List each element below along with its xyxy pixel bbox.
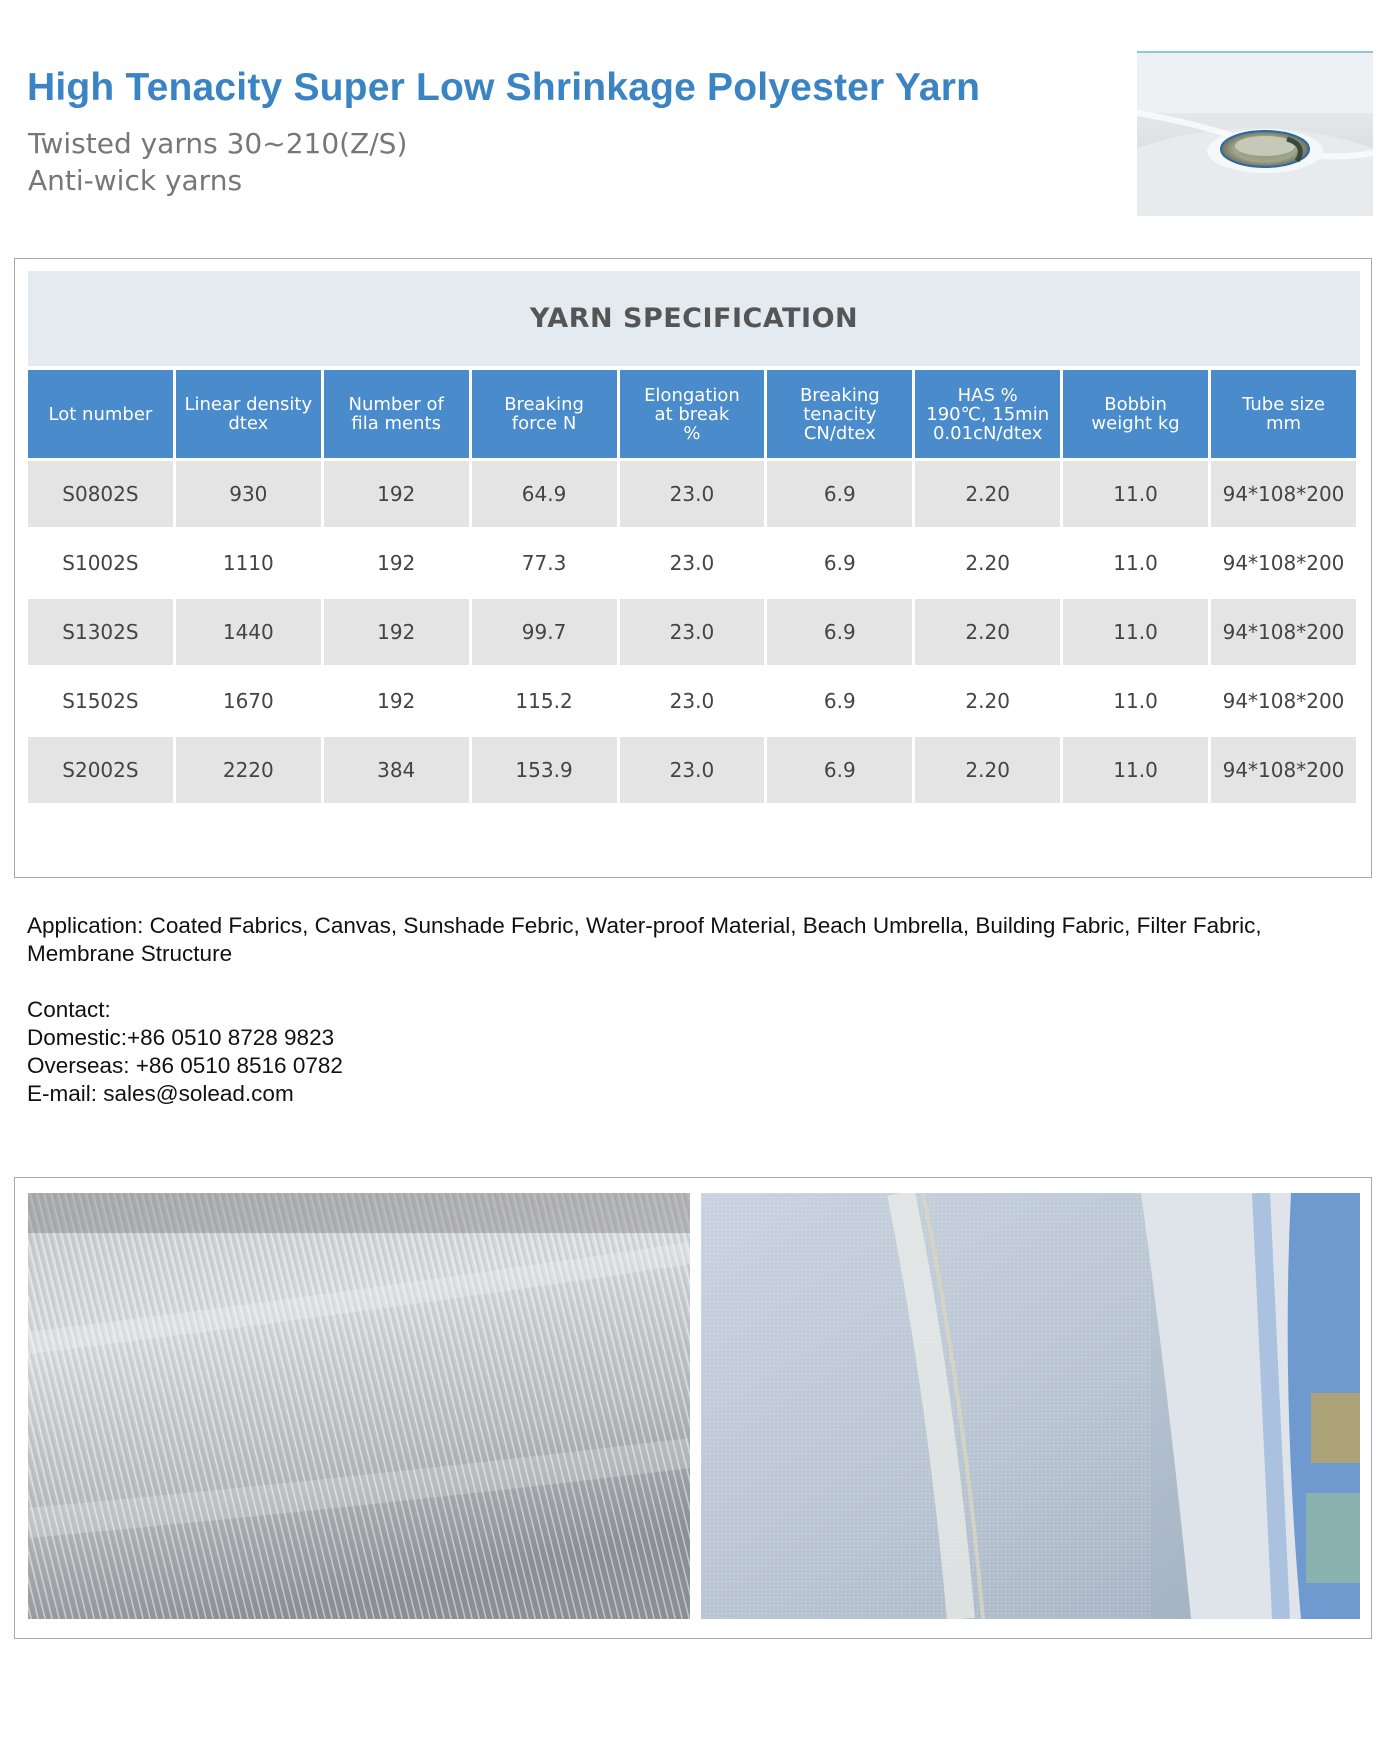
cell-elongation: 23.0 (620, 461, 765, 527)
table-row (28, 737, 1356, 803)
cell-tube-size: 94*108*200 (1211, 461, 1356, 527)
cell-breaking-force: 99.7 (472, 599, 617, 665)
col-bobbin-weight: Bobbin weight kg (1063, 370, 1208, 458)
contact-domestic: Domestic:+86 0510 8728 9823 (27, 1025, 335, 1050)
subtitle-anti-wick: Anti-wick yarns (28, 164, 243, 197)
contact-overseas: Overseas: +86 0510 8516 0782 (27, 1053, 343, 1078)
yarn-bobbin-photo (1137, 51, 1373, 216)
product-photos-panel (14, 1177, 1372, 1639)
cell-elongation: 23.0 (620, 599, 765, 665)
col-elongation: Elongation at break % (620, 370, 765, 458)
cell-elongation: 23.0 (620, 737, 765, 803)
cell-tenacity: 6.9 (767, 737, 912, 803)
cell-lot: S1502S (28, 668, 173, 734)
cell-lot: S1302S (28, 599, 173, 665)
contact-email: E-mail: sales@solead.com (27, 1081, 294, 1106)
cell-has: 2.20 (915, 530, 1060, 596)
cell-filaments: 192 (324, 668, 469, 734)
cell-filaments: 384 (324, 737, 469, 803)
cell-bobbin-weight: 11.0 (1063, 461, 1208, 527)
cell-linear-density: 1110 (176, 530, 321, 596)
cell-tenacity: 6.9 (767, 668, 912, 734)
contact-block (27, 996, 343, 1108)
col-breaking-force: Breaking force N (472, 370, 617, 458)
cell-breaking-force: 77.3 (472, 530, 617, 596)
table-row (28, 599, 1356, 665)
cell-has: 2.20 (915, 737, 1060, 803)
cell-linear-density: 1440 (176, 599, 321, 665)
cell-lot: S2002S (28, 737, 173, 803)
cell-linear-density: 2220 (176, 737, 321, 803)
cell-linear-density: 930 (176, 461, 321, 527)
cell-bobbin-weight: 11.0 (1063, 599, 1208, 665)
cell-elongation: 23.0 (620, 668, 765, 734)
cell-lot: S0802S (28, 461, 173, 527)
cell-filaments: 192 (324, 530, 469, 596)
table-row (28, 668, 1356, 734)
cell-bobbin-weight: 11.0 (1063, 737, 1208, 803)
cell-breaking-force: 153.9 (472, 737, 617, 803)
cell-lot: S1002S (28, 530, 173, 596)
col-lot-number: Lot number (28, 370, 173, 458)
table-row (28, 530, 1356, 596)
col-has: HAS % 190℃, 15min 0.01cN/dtex (915, 370, 1060, 458)
cell-linear-density: 1670 (176, 668, 321, 734)
yarn-specification-panel (14, 258, 1372, 878)
cell-tube-size: 94*108*200 (1211, 599, 1356, 665)
cell-tenacity: 6.9 (767, 599, 912, 665)
application-text: Application: Coated Fabrics, Canvas, Sunshade Febric, Water-proof Material, Beach Umbrella, Building Fabric, Filter Fabric, Membrane Structure (27, 913, 1262, 966)
cell-filaments: 192 (324, 599, 469, 665)
warp-yarn-photo (28, 1193, 690, 1619)
cell-elongation: 23.0 (620, 530, 765, 596)
subtitle-twisted-yarns: Twisted yarns 30~210(Z/S) (28, 127, 408, 160)
cell-has: 2.20 (915, 461, 1060, 527)
cell-bobbin-weight: 11.0 (1063, 668, 1208, 734)
cell-bobbin-weight: 11.0 (1063, 530, 1208, 596)
spec-table (25, 367, 1359, 806)
table-row (28, 461, 1356, 527)
cell-tube-size: 94*108*200 (1211, 737, 1356, 803)
col-linear-density: Linear density dtex (176, 370, 321, 458)
spec-header-row (28, 370, 1356, 458)
col-breaking-tenacity: Breaking tenacity CN/dtex (767, 370, 912, 458)
cell-tube-size: 94*108*200 (1211, 668, 1356, 734)
col-number-of-filaments: Number of fila ments (324, 370, 469, 458)
col-tube-size: Tube size mm (1211, 370, 1356, 458)
contact-label: Contact: (27, 997, 111, 1022)
page-title: High Tenacity Super Low Shrinkage Polyester Yarn (27, 66, 981, 109)
cell-tenacity: 6.9 (767, 461, 912, 527)
cell-has: 2.20 (915, 668, 1060, 734)
cell-filaments: 192 (324, 461, 469, 527)
cell-breaking-force: 64.9 (472, 461, 617, 527)
cell-tenacity: 6.9 (767, 530, 912, 596)
cell-breaking-force: 115.2 (472, 668, 617, 734)
cell-has: 2.20 (915, 599, 1060, 665)
cell-tube-size: 94*108*200 (1211, 530, 1356, 596)
mesh-fabric-photo (701, 1193, 1360, 1619)
spec-heading: YARN SPECIFICATION (28, 271, 1360, 366)
